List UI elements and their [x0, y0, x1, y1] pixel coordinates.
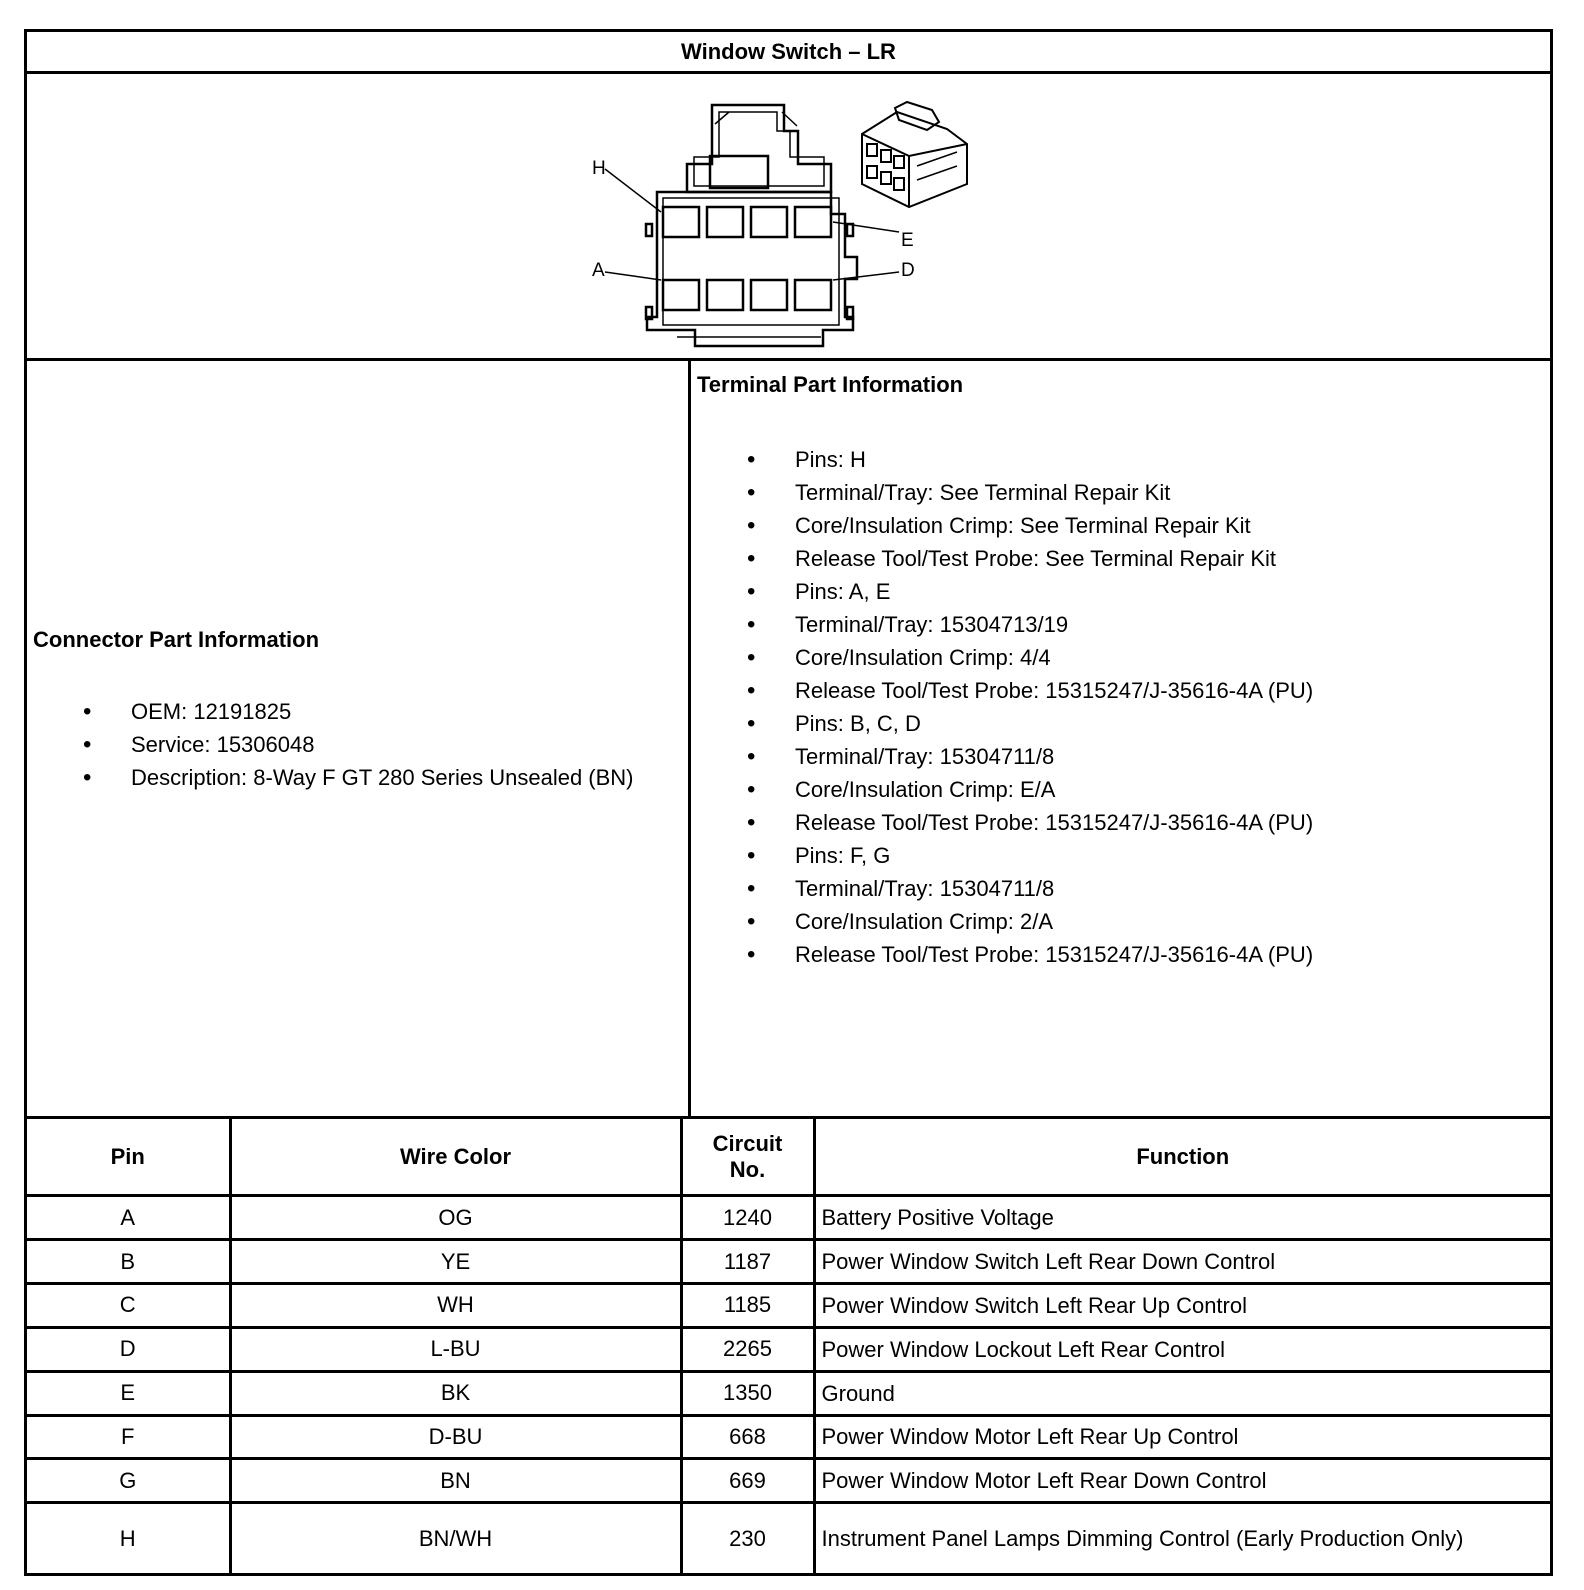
cell-function: Power Window Motor Left Rear Up Control: [814, 1415, 1550, 1459]
cell-wire-color: BK: [230, 1371, 681, 1415]
cell-pin: F: [27, 1415, 230, 1459]
connector-iso-icon: [862, 102, 967, 207]
terminal-item: • Release Tool/Test Probe: 15315247/J-35616-4A (PU): [697, 806, 1537, 839]
terminal-heading: Terminal Part Information: [697, 372, 964, 397]
cell-wire-color: D-BU: [230, 1415, 681, 1459]
cell-circuit: 668: [681, 1415, 814, 1459]
table-header-row: [27, 1119, 1550, 1196]
cell-pin: G: [27, 1459, 230, 1503]
terminal-item: • Core/Insulation Crimp: E/A: [697, 773, 1537, 806]
cell-pin: B: [27, 1240, 230, 1284]
cell-pin: E: [27, 1371, 230, 1415]
col-header-circuit: [681, 1119, 814, 1196]
connector-part-info: [27, 361, 691, 1116]
table-row: [27, 1196, 1550, 1240]
table-row: [27, 1283, 1550, 1327]
cell-function: Instrument Panel Lamps Dimming Control (Early Production Only): [814, 1503, 1550, 1573]
page-title: Window Switch – LR: [27, 32, 1550, 74]
cell-pin: D: [27, 1327, 230, 1371]
cell-wire-color: L-BU: [230, 1327, 681, 1371]
terminal-item: • Release Tool/Test Probe: See Terminal Repair Kit: [697, 542, 1537, 575]
pin-label-a: A: [592, 260, 605, 281]
cell-circuit: 1350: [681, 1371, 814, 1415]
connector-sheet: [24, 29, 1553, 1576]
cell-function: Battery Positive Voltage: [814, 1196, 1550, 1240]
cell-function: Power Window Switch Left Rear Up Control: [814, 1283, 1550, 1327]
terminal-group: [697, 707, 1537, 839]
cell-function: Ground: [814, 1371, 1550, 1415]
terminal-part-info: [697, 372, 1537, 971]
terminal-group: [697, 443, 1537, 575]
cell-circuit: 1185: [681, 1283, 814, 1327]
cell-function: Power Window Lockout Left Rear Control: [814, 1327, 1550, 1371]
table-row: [27, 1371, 1550, 1415]
col-header-pin: Pin: [27, 1119, 230, 1196]
cell-circuit: 2265: [681, 1327, 814, 1371]
cell-pin: A: [27, 1196, 230, 1240]
connector-item: • Description: 8-Way F GT 280 Series Unsealed (BN): [33, 764, 673, 792]
table-row: [27, 1415, 1550, 1459]
cell-wire-color: BN/WH: [230, 1503, 681, 1573]
terminal-item: • Core/Insulation Crimp: See Terminal Repair Kit: [697, 509, 1537, 542]
pinout-table: [27, 1119, 1550, 1573]
cell-circuit: 230: [681, 1503, 814, 1573]
terminal-item: • Pins: B, C, D: [697, 707, 1537, 740]
cell-wire-color: WH: [230, 1283, 681, 1327]
cell-pin: C: [27, 1283, 230, 1327]
terminal-group: [697, 575, 1537, 707]
connector-list: [33, 698, 673, 792]
pin-label-h: H: [592, 158, 606, 179]
table-row: [27, 1240, 1550, 1284]
terminal-item: • Pins: H: [697, 443, 1537, 476]
connector-item: • Service: 15306048: [33, 731, 673, 759]
terminal-item: • Pins: F, G: [697, 839, 1537, 872]
connector-face-drawing: [27, 74, 1550, 358]
terminal-item: • Core/Insulation Crimp: 4/4: [697, 641, 1537, 674]
cell-function: Power Window Switch Left Rear Down Control: [814, 1240, 1550, 1284]
connector-heading: Connector Part Information: [33, 627, 320, 652]
terminal-item: • Terminal/Tray: 15304711/8: [697, 740, 1537, 773]
cell-circuit: 1240: [681, 1196, 814, 1240]
terminal-item: • Pins: A, E: [697, 575, 1537, 608]
col-header-wire-color: Wire Color: [230, 1119, 681, 1196]
table-row: [27, 1327, 1550, 1371]
cell-pin: H: [27, 1503, 230, 1573]
cell-wire-color: YE: [230, 1240, 681, 1284]
terminal-item: • Release Tool/Test Probe: 15315247/J-35616-4A (PU): [697, 938, 1537, 971]
cell-wire-color: OG: [230, 1196, 681, 1240]
table-row: [27, 1459, 1550, 1503]
terminal-item: • Core/Insulation Crimp: 2/A: [697, 905, 1537, 938]
pin-label-d: D: [901, 260, 915, 281]
col-header-function: Function: [814, 1119, 1550, 1196]
connector-diagram: [27, 74, 1550, 361]
cell-circuit: 1187: [681, 1240, 814, 1284]
terminal-item: • Terminal/Tray: 15304713/19: [697, 608, 1537, 641]
connector-item: • OEM: 12191825: [33, 698, 673, 726]
cell-wire-color: BN: [230, 1459, 681, 1503]
terminal-item: • Terminal/Tray: See Terminal Repair Kit: [697, 476, 1537, 509]
cell-function: Power Window Motor Left Rear Down Control: [814, 1459, 1550, 1503]
col-header-circuit-line1: Circuit: [712, 1130, 783, 1156]
col-header-circuit-line2: No.: [729, 1156, 766, 1182]
cell-circuit: 669: [681, 1459, 814, 1503]
terminal-item: • Release Tool/Test Probe: 15315247/J-35616-4A (PU): [697, 674, 1537, 707]
terminal-group: [697, 839, 1537, 971]
table-row: [27, 1503, 1550, 1573]
part-information: [27, 361, 1550, 1119]
terminal-item: • Terminal/Tray: 15304711/8: [697, 872, 1537, 905]
pin-label-e: E: [901, 230, 914, 251]
